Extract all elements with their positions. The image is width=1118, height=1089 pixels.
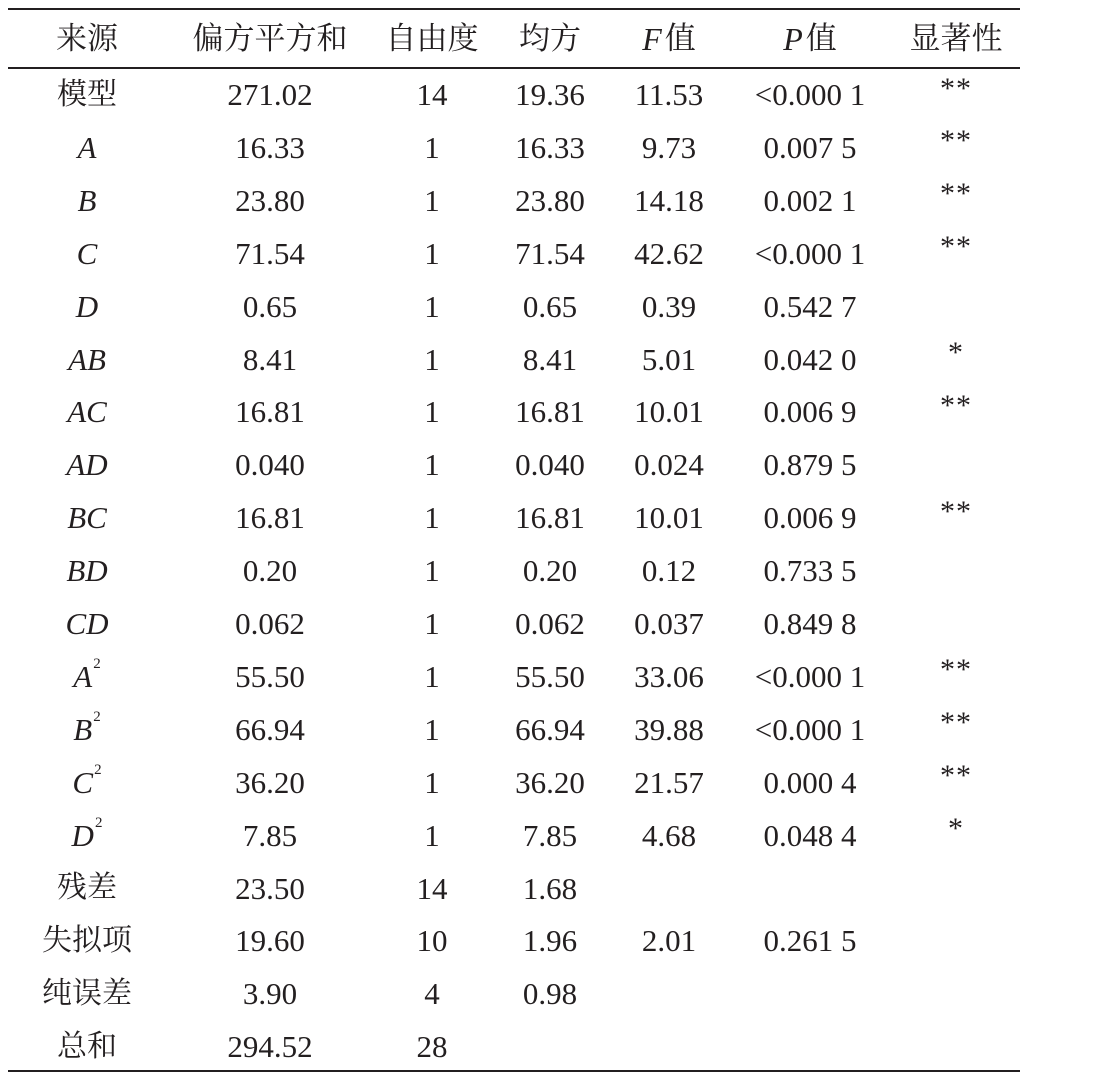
cell-f-value: 9.73: [641, 129, 697, 165]
table-row: [8, 438, 1020, 491]
cell-source: [8, 121, 166, 174]
cell-mean-square: 7.85: [522, 817, 578, 853]
cell-p-value: 0.006 9: [763, 500, 857, 536]
source-label: C: [76, 235, 98, 271]
significance-mark: **: [940, 759, 972, 793]
table-row: [8, 174, 1020, 227]
table-row: [8, 544, 1020, 597]
cell-significance: [892, 650, 1020, 703]
source-label: 模型: [57, 76, 117, 112]
header-mean-square: 均方: [519, 20, 581, 57]
header-p-symbol: P: [783, 21, 803, 57]
cell-sum-of-squares: 8.41: [242, 341, 298, 377]
cell-f-value: 11.53: [634, 77, 704, 112]
cell-significance: [892, 862, 1020, 915]
header-f-symbol: F: [642, 21, 662, 57]
cell-significance: [892, 914, 1020, 967]
table-row: [8, 121, 1020, 174]
cell-sum-of-squares: 0.20: [242, 553, 298, 589]
header-sum-of-squares: 偏方平方和: [192, 20, 348, 57]
table-row: [8, 703, 1020, 756]
cell-mean-square: 23.80: [515, 182, 585, 218]
significance-mark: *: [948, 336, 964, 369]
table-row: [8, 967, 1020, 1020]
cell-degrees-of-freedom: 1: [424, 606, 440, 641]
header-degrees-of-freedom: 自由度: [385, 20, 479, 57]
cell-p-value: [728, 1020, 892, 1073]
cell-f-value: [610, 967, 728, 1020]
cell-mean-square: 8.41: [522, 341, 578, 377]
cell-degrees-of-freedom: 1: [424, 447, 440, 483]
cell-f-value: 33.06: [634, 658, 704, 694]
cell-p-value: <0.000 1: [754, 235, 866, 271]
cell-p-value: <0.000 1: [754, 77, 866, 112]
cell-mean-square: 0.062: [515, 606, 585, 641]
source-label: B: [77, 182, 97, 218]
top-rule: [8, 8, 1020, 10]
cell-mean-square: 0.040: [515, 447, 585, 483]
cell-f-value: 21.57: [634, 764, 704, 800]
cell-source: [8, 703, 166, 756]
bottom-rule: [8, 1070, 1020, 1072]
cell-significance: [892, 280, 1020, 333]
table-row: [8, 385, 1020, 438]
cell-f-value: 10.01: [634, 500, 704, 536]
table-row: [8, 597, 1020, 650]
cell-sum-of-squares: 16.33: [235, 129, 305, 165]
cell-significance: [892, 385, 1020, 438]
table-row: [8, 914, 1020, 967]
source-label: CD: [65, 606, 109, 641]
cell-f-value: 0.024: [634, 447, 704, 483]
cell-source: [8, 227, 166, 280]
cell-p-value: <0.000 1: [754, 658, 866, 694]
source-label: A: [77, 129, 97, 165]
table-row: [8, 333, 1020, 386]
cell-degrees-of-freedom: 28: [416, 1029, 448, 1065]
source-label: AC: [67, 394, 107, 430]
cell-sum-of-squares: 0.062: [235, 606, 305, 641]
significance-mark: **: [940, 706, 972, 740]
cell-source: [8, 967, 166, 1020]
cell-significance: [892, 438, 1020, 491]
cell-p-value: 0.879 5: [763, 447, 857, 483]
header-significance: 显著性: [909, 20, 1003, 57]
cell-f-value: 0.12: [641, 553, 697, 589]
cell-f-value: 0.037: [634, 606, 704, 641]
cell-significance: [892, 68, 1020, 121]
cell-source: [8, 544, 166, 597]
header-f-value: [610, 12, 728, 66]
table-row: [8, 280, 1020, 333]
cell-significance: [892, 756, 1020, 809]
cell-degrees-of-freedom: 1: [424, 817, 440, 853]
cell-source: [8, 385, 166, 438]
cell-source: [8, 756, 166, 809]
cell-source: [8, 650, 166, 703]
significance-mark: **: [940, 230, 972, 264]
cell-source: [8, 914, 166, 967]
cell-p-value: 0.849 8: [763, 606, 857, 641]
cell-degrees-of-freedom: 1: [424, 129, 440, 165]
cell-mean-square: 0.65: [522, 288, 578, 324]
cell-p-value: 0.006 9: [763, 394, 857, 430]
cell-f-value: 4.68: [641, 817, 697, 853]
cell-mean-square: 0.98: [522, 976, 578, 1012]
cell-mean-square: 71.54: [515, 235, 585, 271]
cell-sum-of-squares: 36.20: [235, 764, 305, 800]
source-label: AB: [68, 341, 106, 377]
cell-significance: [892, 1020, 1020, 1073]
source-label: A: [73, 658, 93, 694]
table-row: [8, 756, 1020, 809]
cell-degrees-of-freedom: 14: [416, 870, 448, 906]
cell-p-value: 0.048 4: [763, 817, 857, 853]
significance-mark: **: [940, 388, 972, 422]
cell-sum-of-squares: 0.65: [242, 288, 298, 324]
table-row: [8, 650, 1020, 703]
cell-sum-of-squares: 294.52: [227, 1029, 313, 1065]
source-exponent: 2: [94, 814, 103, 831]
source-exponent: 2: [93, 708, 101, 725]
header-f-suffix: 值: [664, 20, 696, 57]
cell-p-value: 0.002 1: [763, 182, 857, 218]
header-row: [8, 12, 1020, 66]
table-row: [8, 862, 1020, 915]
cell-mean-square: [490, 1020, 610, 1073]
cell-mean-square: 16.81: [515, 394, 585, 430]
cell-sum-of-squares: 55.50: [235, 658, 305, 694]
cell-f-value: [610, 1020, 728, 1073]
cell-significance: [892, 597, 1020, 650]
cell-sum-of-squares: 271.02: [227, 77, 313, 112]
cell-sum-of-squares: 71.54: [235, 235, 305, 271]
table-row: [8, 809, 1020, 862]
cell-significance: [892, 967, 1020, 1020]
cell-mean-square: 55.50: [515, 658, 585, 694]
source-label: 失拟项: [42, 922, 132, 958]
cell-sum-of-squares: 19.60: [235, 923, 305, 959]
source-label: C: [72, 764, 94, 800]
cell-source: [8, 862, 166, 915]
cell-p-value: 0.542 7: [763, 288, 857, 324]
source-label: BC: [67, 500, 107, 536]
source-label: 残差: [57, 870, 117, 905]
cell-degrees-of-freedom: 1: [424, 341, 440, 377]
cell-degrees-of-freedom: 1: [424, 553, 440, 589]
cell-f-value: [610, 862, 728, 915]
cell-degrees-of-freedom: 1: [424, 182, 440, 218]
cell-f-value: 10.01: [634, 394, 704, 430]
cell-p-value: [728, 862, 892, 915]
cell-p-value: [728, 967, 892, 1020]
significance-mark: **: [940, 124, 972, 158]
cell-degrees-of-freedom: 14: [416, 77, 448, 112]
cell-sum-of-squares: 23.50: [235, 870, 305, 906]
source-label: D: [75, 288, 99, 324]
cell-f-value: 39.88: [634, 711, 704, 747]
cell-f-value: 42.62: [634, 235, 704, 271]
table-row: [8, 1020, 1020, 1073]
table-row: [8, 491, 1020, 544]
cell-sum-of-squares: 16.81: [235, 394, 305, 430]
header-source: 来源: [56, 20, 118, 57]
cell-source: [8, 280, 166, 333]
cell-mean-square: 1.68: [522, 870, 578, 906]
cell-source: [8, 1020, 166, 1073]
cell-significance: [892, 227, 1020, 280]
source-label: BD: [66, 553, 108, 589]
source-label: AD: [66, 447, 108, 483]
source-label: D: [71, 817, 94, 853]
cell-mean-square: 36.20: [515, 764, 585, 800]
significance-mark: *: [948, 812, 964, 846]
cell-f-value: 2.01: [641, 923, 697, 959]
cell-mean-square: 0.20: [522, 553, 578, 589]
cell-source: [8, 174, 166, 227]
cell-p-value: 0.733 5: [763, 553, 857, 589]
cell-degrees-of-freedom: 1: [424, 288, 440, 324]
cell-degrees-of-freedom: 1: [424, 394, 440, 430]
source-exponent: 2: [94, 761, 102, 778]
anova-table: [8, 0, 1020, 1089]
cell-sum-of-squares: 3.90: [242, 976, 298, 1012]
source-label: 总和: [57, 1028, 117, 1064]
significance-mark: **: [940, 653, 972, 687]
cell-mean-square: 16.33: [515, 129, 585, 165]
cell-source: [8, 491, 166, 544]
cell-p-value: 0.261 5: [763, 923, 857, 959]
cell-degrees-of-freedom: 4: [424, 976, 440, 1012]
cell-f-value: 0.39: [641, 288, 697, 324]
cell-source: [8, 809, 166, 862]
header-p-suffix: 值: [805, 20, 837, 57]
cell-mean-square: 16.81: [515, 500, 585, 536]
cell-source: [8, 68, 166, 121]
cell-degrees-of-freedom: 1: [424, 235, 440, 271]
cell-significance: [892, 121, 1020, 174]
cell-sum-of-squares: 0.040: [235, 447, 305, 483]
cell-sum-of-squares: 16.81: [235, 500, 305, 536]
cell-significance: [892, 174, 1020, 227]
source-label: B: [73, 711, 93, 747]
cell-p-value: 0.007 5: [763, 129, 857, 165]
source-label: 纯误差: [42, 975, 132, 1011]
significance-mark: **: [940, 177, 972, 211]
cell-degrees-of-freedom: 1: [424, 658, 440, 694]
cell-sum-of-squares: 23.80: [235, 182, 305, 218]
cell-p-value: <0.000 1: [754, 711, 866, 747]
cell-source: [8, 333, 166, 386]
cell-p-value: 0.042 0: [763, 341, 857, 377]
source-exponent: 2: [93, 655, 101, 672]
significance-mark: **: [940, 494, 972, 528]
cell-source: [8, 438, 166, 491]
cell-degrees-of-freedom: 1: [424, 764, 440, 800]
cell-significance: [892, 703, 1020, 756]
cell-sum-of-squares: 66.94: [235, 711, 305, 747]
cell-mean-square: 66.94: [515, 711, 585, 747]
cell-mean-square: 19.36: [515, 77, 585, 112]
table-row: [8, 227, 1020, 280]
cell-f-value: 14.18: [634, 182, 704, 218]
cell-source: [8, 597, 166, 650]
table-row: [8, 68, 1020, 121]
cell-significance: [892, 333, 1020, 386]
cell-degrees-of-freedom: 10: [416, 923, 448, 959]
cell-sum-of-squares: 7.85: [242, 817, 298, 853]
cell-degrees-of-freedom: 1: [424, 500, 440, 536]
cell-significance: [892, 544, 1020, 597]
cell-degrees-of-freedom: 1: [424, 711, 440, 747]
cell-significance: [892, 809, 1020, 862]
cell-p-value: 0.000 4: [763, 764, 857, 800]
cell-f-value: 5.01: [641, 341, 697, 377]
cell-significance: [892, 491, 1020, 544]
significance-mark: **: [940, 71, 972, 105]
header-p-value: [728, 12, 892, 66]
cell-mean-square: 1.96: [522, 923, 578, 959]
